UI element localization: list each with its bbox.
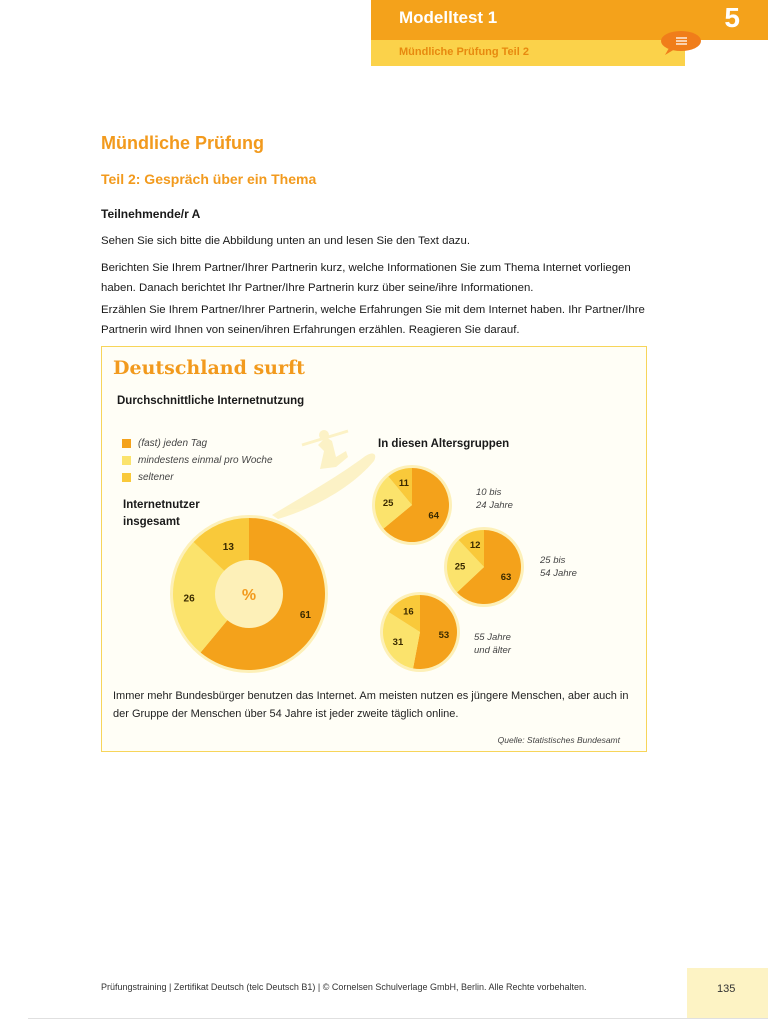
age-group-label: 25 bis xyxy=(540,555,566,566)
speech-bubble-icon xyxy=(659,30,703,56)
legend-item xyxy=(122,469,273,486)
pie-value-label: 53 xyxy=(438,629,450,641)
age-group-label: 10 bis xyxy=(476,487,502,498)
age-group-label: 55 Jahre xyxy=(474,632,511,643)
infobox-title: Deutschland surft xyxy=(113,357,305,379)
legend-label: mindestens einmal pro Woche xyxy=(138,455,273,466)
pie-value-label: 11 xyxy=(398,477,409,489)
header-subtitle: Mündliche Prüfung Teil 2 xyxy=(399,46,529,58)
instruction-paragraph: Berichten Sie Ihrem Partner/Ihrer Partnerin kurz, welche Informationen Sie zum Thema Internet vorliegen haben. Danach berichtet Ihr Partner/Ihre Partnerin kurz über seine/ihre Informationen. xyxy=(101,262,631,294)
surfer-illustration-icon xyxy=(272,430,375,519)
age-group-label: 54 Jahre xyxy=(540,568,577,579)
source-citation: Quelle: Statistisches Bundesamt xyxy=(497,735,620,745)
pie-value-label: 61 xyxy=(299,609,312,621)
total-chart-label: Internetnutzer insgesamt xyxy=(123,499,200,528)
page-heading: Mündliche Prüfung xyxy=(101,133,264,153)
legend-label: seltener xyxy=(138,472,174,483)
pie-value-label: 12 xyxy=(469,540,481,552)
pie-value-label: 26 xyxy=(183,593,195,605)
pie-value-label: 25 xyxy=(382,498,394,510)
footer-divider xyxy=(28,1018,768,1019)
chapter-header xyxy=(371,0,768,66)
age-group-label: und älter xyxy=(474,645,511,656)
instruction-paragraph: Sehen Sie sich bitte die Abbildung unten an und lesen Sie den Text dazu. xyxy=(101,235,470,247)
chapter-number: 5 xyxy=(724,2,740,33)
page-number: 135 xyxy=(717,983,736,995)
instruction-paragraph: Erzählen Sie Ihrem Partner/Ihrer Partnerin, welche Erfahrungen Sie mit dem Internet haben. Ihr Partner/Ihre Partnerin wird Ihnen von seinen/ihren Erfahrungen erzählen. Reagieren Sie darauf. xyxy=(101,304,645,336)
legend-item xyxy=(122,435,273,452)
participant-role: Teilnehmende/r A xyxy=(101,207,201,221)
age-group-label: 24 Jahre xyxy=(476,500,513,511)
pie-value-label: 25 xyxy=(454,561,466,573)
pie-value-label: 13 xyxy=(222,541,234,553)
pie-value-label: 64 xyxy=(428,510,440,522)
pie-value-label: 63 xyxy=(500,572,512,584)
percent-symbol: % xyxy=(241,587,257,604)
chart-legend xyxy=(122,435,273,486)
infobox-note: Immer mehr Bundesbürger benutzen das Internet. Am meisten nutzen es jüngere Menschen, aber auch in der Gruppe der Menschen über 54 Jahre ist jeder zweite täglich online. xyxy=(113,690,629,720)
legend-label: (fast) jeden Tag xyxy=(138,438,208,449)
info-box xyxy=(101,346,647,752)
pie-value-label: 31 xyxy=(392,637,404,649)
pie-value-label: 16 xyxy=(403,606,414,618)
infobox-subtitle: Durchschnittliche Internetnutzung xyxy=(117,395,305,407)
legend-item xyxy=(122,452,273,469)
header-title: Modelltest 1 xyxy=(399,8,498,27)
age-groups-label: In diesen Altersgruppen xyxy=(378,438,510,450)
footer-text: Prüfungstraining | Zertifikat Deutsch (telc Deutsch B1) | © Cornelsen Schulverlage GmbH, Berlin. Alle Rechte vorbehalten. xyxy=(101,982,587,992)
section-subheading: Teil 2: Gespräch über ein Thema xyxy=(101,171,317,187)
